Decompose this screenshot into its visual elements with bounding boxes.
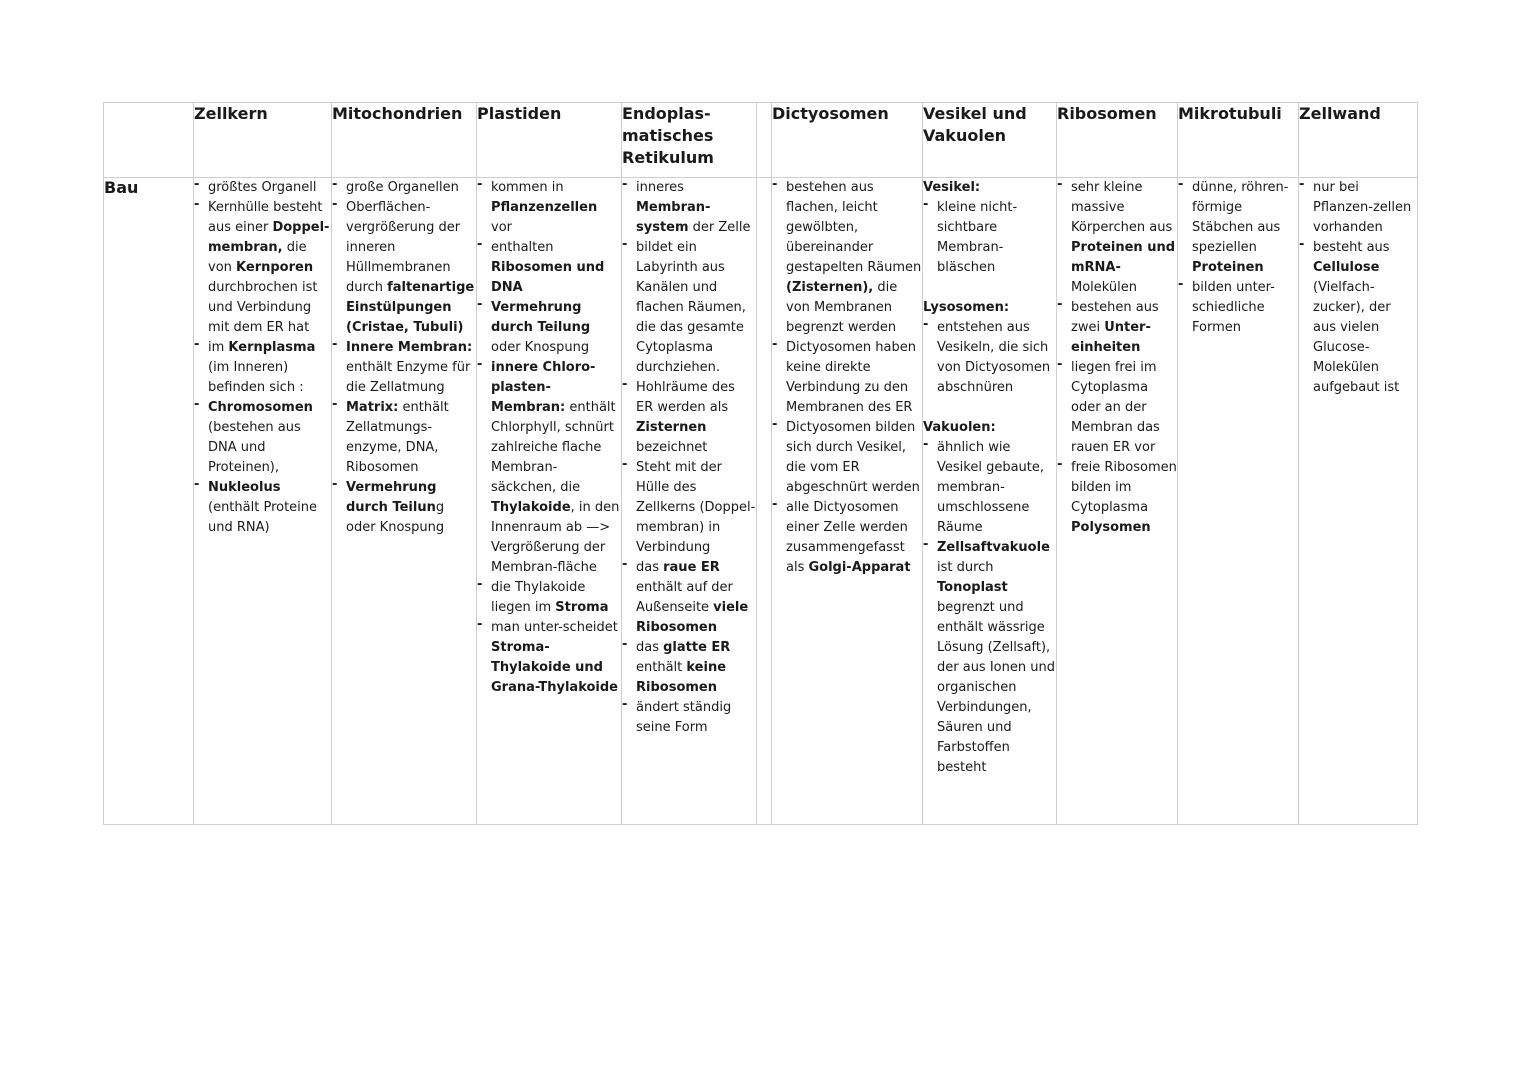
col-header-mitochondrien: Mitochondrien xyxy=(332,103,477,178)
list-item xyxy=(923,538,1056,778)
item-text: (Vielfach-zucker), der aus vielen Glucose-Molekülen aufgebaut ist xyxy=(1313,280,1400,395)
item-text: dünne, röhren-förmige Stäbchen aus speziellen xyxy=(1192,180,1289,255)
item-text: das xyxy=(636,560,664,575)
item-bold-text: Chromosomen xyxy=(208,400,313,415)
list-item xyxy=(477,178,621,238)
item-text: Steht mit der Hülle des Zellkerns (Doppel-membran) in Verbindung xyxy=(636,460,756,555)
list-item xyxy=(622,178,756,238)
item-bold-text: Proteinen xyxy=(1192,260,1264,275)
section-gap xyxy=(923,398,1056,418)
list-item xyxy=(923,438,1056,538)
bullet-list xyxy=(332,178,476,538)
item-text: enthält Chlorphyll, schnürt zahlreiche flache Membran-säckchen, die xyxy=(491,400,616,495)
bullet-list xyxy=(477,178,621,698)
item-bold-text: Golgi-Apparat xyxy=(808,560,911,575)
col-header-vesikel: Vesikel und Vakuolen xyxy=(923,103,1057,178)
bullet-list xyxy=(923,318,1056,398)
list-item xyxy=(772,178,922,338)
item-text: inneres xyxy=(636,180,684,195)
item-text: (bestehen aus DNA und Proteinen), xyxy=(208,420,301,475)
item-text: bezeichnet xyxy=(636,440,708,455)
item-bold-text: faltenartige Einstülpungen (Cristae, Tubuli) xyxy=(346,280,475,335)
item-text: das xyxy=(636,640,664,655)
cell-vesikel xyxy=(923,178,1057,825)
list-item xyxy=(772,338,922,418)
col-header-plastiden: Plastiden xyxy=(477,103,622,178)
item-text: (enthält Proteine und RNA) xyxy=(208,500,318,535)
item-text: kommen in xyxy=(491,180,564,195)
cell-dictyosomen xyxy=(772,178,923,825)
item-text: enthält auf der Außenseite xyxy=(636,580,733,615)
list-item xyxy=(194,338,331,398)
item-bold-text: glatte ER xyxy=(663,640,731,655)
list-item xyxy=(622,558,756,638)
item-text: begrenzt und enthält wässrige Lösung (Zellsaft), der aus Ionen und organischen Verbindungen, Säuren und Farbstoffen besteht xyxy=(937,600,1055,775)
cell-er xyxy=(622,178,757,825)
item-text: bildet ein Labyrinth aus Kanälen und flachen Räumen, die das gesamte Cytoplasma durchziehen. xyxy=(636,240,746,375)
item-text: die von Membranen begrenzt werden xyxy=(786,280,898,335)
list-item xyxy=(923,318,1056,398)
list-item xyxy=(477,298,621,358)
section-gap xyxy=(923,278,1056,298)
item-text: liegen frei im Cytoplasma oder an der Membran das rauen ER vor xyxy=(1071,360,1160,455)
item-text: ändert ständig seine Form xyxy=(636,700,732,735)
item-bold-text: keine Ribosomen xyxy=(636,660,727,695)
corner-cell xyxy=(104,103,194,178)
list-item xyxy=(194,478,331,538)
list-item xyxy=(622,458,756,558)
bullet-list xyxy=(772,178,922,578)
item-text: Dictyosomen bilden sich durch Vesikel, die vom ER abgeschnürt werden xyxy=(786,420,920,495)
bullet-list xyxy=(1178,178,1298,338)
item-bold-text: Tonoplast xyxy=(937,580,1008,595)
item-text: vor xyxy=(491,220,512,235)
item-bold-text: Nukleolus xyxy=(208,480,281,495)
item-bold-text: Cellulose xyxy=(1313,260,1380,275)
list-item xyxy=(1057,358,1177,458)
col-header-spacer xyxy=(757,103,772,178)
bullet-list xyxy=(923,198,1056,278)
cell-mikrotubuli xyxy=(1178,178,1299,825)
item-bold-text: Innere Membran: xyxy=(346,340,473,355)
item-text: bilden unter-schiedliche Formen xyxy=(1192,280,1275,335)
item-text: Oberflächen-vergrößerung der inneren Hüllmembranen durch xyxy=(346,200,461,295)
item-text: kleine nicht-sichtbare Membran-bläschen xyxy=(937,200,1018,275)
bullet-list xyxy=(622,178,756,738)
item-text: (im Inneren) befinden sich : xyxy=(208,360,304,395)
item-bold-text: Vermehrung durch Teilung xyxy=(491,300,591,335)
list-item xyxy=(332,398,476,478)
cell-ribosomen xyxy=(1057,178,1178,825)
bullet-list xyxy=(194,178,331,538)
item-bold-text: viele Ribosomen xyxy=(636,600,749,635)
item-bold-text: Membran-system xyxy=(636,200,711,235)
cell-spacer xyxy=(757,178,772,825)
list-item xyxy=(477,238,621,298)
cell-zellkern xyxy=(194,178,332,825)
item-bold-text: Stroma-Thylakoide und Grana-Thylakoide xyxy=(491,640,618,695)
list-item xyxy=(622,698,756,738)
bullet-list xyxy=(1299,178,1417,398)
list-item xyxy=(332,478,476,538)
item-text: die Thylakoide liegen im xyxy=(491,580,586,615)
item-text: der Zelle xyxy=(688,220,751,235)
item-text: sehr kleine massive Körperchen aus xyxy=(1071,180,1173,235)
item-bold-text: Zellsaftvakuole xyxy=(937,540,1050,555)
item-text: Hohlräume des ER werden als xyxy=(636,380,735,415)
item-text: besteht aus xyxy=(1313,240,1390,255)
list-item xyxy=(622,378,756,458)
list-item xyxy=(194,178,331,198)
item-text: größtes Organell xyxy=(208,180,317,195)
bullet-list xyxy=(1057,178,1177,538)
list-item xyxy=(477,618,621,698)
item-text: ähnlich wie Vesikel gebaute, membran-umschlossene Räume xyxy=(937,440,1045,535)
item-bold-text: (Zisternen), xyxy=(786,280,874,295)
item-text: enthalten xyxy=(491,240,554,255)
section-label: Vakuolen: xyxy=(923,420,996,435)
item-text: entstehen aus Vesikeln, die sich von Dictyosomen abschnüren xyxy=(937,320,1051,395)
col-header-er: Endoplas-matisches Retikulum xyxy=(622,103,757,178)
item-text: ist durch xyxy=(937,560,994,575)
section-label: Lysosomen: xyxy=(923,300,1010,315)
list-item xyxy=(622,638,756,698)
item-bold-text: raue ER xyxy=(663,560,720,575)
item-text: alle Dictyosomen einer Zelle werden zusammengefasst als xyxy=(786,500,908,575)
item-bold-text: Stroma xyxy=(555,600,609,615)
item-text: enthält Zellatmungs-enzyme, DNA, Ribosomen xyxy=(346,400,449,475)
list-item xyxy=(1299,238,1417,398)
item-text: freie Ribosomen bilden im Cytoplasma xyxy=(1071,460,1177,515)
item-bold-text: Pflanzenzellen xyxy=(491,200,598,215)
item-bold-text: innere Chloro-plasten-Membran: xyxy=(491,360,596,415)
item-text: durchbrochen ist und Verbindung mit dem ER hat xyxy=(208,280,318,335)
cell-plastiden xyxy=(477,178,622,825)
list-item xyxy=(1057,298,1177,358)
col-header-ribosomen: Ribosomen xyxy=(1057,103,1178,178)
item-bold-text: Kernplasma xyxy=(228,340,316,355)
list-item xyxy=(1299,178,1417,238)
item-text: man unter-scheidet xyxy=(491,620,618,635)
item-text: Kernhülle besteht aus einer xyxy=(208,200,323,235)
item-text: g oder Knospung xyxy=(346,500,445,535)
list-item xyxy=(1178,178,1298,278)
list-item xyxy=(477,358,621,578)
list-item xyxy=(477,578,621,618)
item-text: Molekülen xyxy=(1071,280,1137,295)
item-text: die von xyxy=(208,240,307,275)
col-header-dictyosomen: Dictyosomen xyxy=(772,103,923,178)
item-bold-text: Vermehrung durch Teilun xyxy=(346,480,437,515)
col-header-mikrotubuli: Mikrotubuli xyxy=(1178,103,1299,178)
bau-row xyxy=(104,178,1418,825)
section-label: Vesikel: xyxy=(923,180,981,195)
list-item xyxy=(332,178,476,198)
cell-zellwand xyxy=(1299,178,1418,825)
item-bold-text: Ribosomen und DNA xyxy=(491,260,605,295)
item-text: große Organellen xyxy=(346,180,459,195)
item-text: , in den Innenraum ab —> Vergrößerung der Membran-fläche xyxy=(491,500,620,575)
organelle-table xyxy=(103,102,1418,825)
list-item xyxy=(194,398,331,478)
item-text: Dictyosomen haben keine direkte Verbindung zu den Membranen des ER xyxy=(786,340,916,415)
item-bold-text: Matrix: xyxy=(346,400,399,415)
item-text: enthält xyxy=(636,660,687,675)
item-bold-text: Doppel-membran, xyxy=(208,220,330,255)
list-item xyxy=(1057,458,1177,538)
item-text: oder Knospung xyxy=(491,340,590,355)
item-bold-text: Thylakoide xyxy=(491,500,571,515)
cell-mitochondrien xyxy=(332,178,477,825)
list-item xyxy=(332,198,476,338)
list-item xyxy=(923,198,1056,278)
col-header-zellwand: Zellwand xyxy=(1299,103,1418,178)
col-header-zellkern: Zellkern xyxy=(194,103,332,178)
item-bold-text: Proteinen und mRNA- xyxy=(1071,240,1176,275)
item-text: im xyxy=(208,340,229,355)
item-text: bestehen aus zwei xyxy=(1071,300,1159,335)
list-item xyxy=(622,238,756,378)
item-bold-text: Kernporen xyxy=(236,260,314,275)
list-item xyxy=(194,198,331,338)
list-item xyxy=(332,338,476,398)
list-item xyxy=(1178,278,1298,338)
header-row xyxy=(104,103,1418,178)
item-text: bestehen aus flachen, leicht gewölbten, übereinander gestapelten Räumen xyxy=(786,180,922,275)
list-item xyxy=(772,418,922,498)
item-text: nur bei Pflanzen-zellen vorhanden xyxy=(1313,180,1412,235)
item-text: enthält Enzyme für die Zellatmung xyxy=(346,360,471,395)
item-bold-text: Zisternen xyxy=(636,420,707,435)
list-item xyxy=(772,498,922,578)
bullet-list xyxy=(923,438,1056,778)
item-bold-text: Polysomen xyxy=(1071,520,1151,535)
item-bold-text: Unter-einheiten xyxy=(1071,320,1151,355)
row-label-bau: Bau xyxy=(104,178,194,825)
list-item xyxy=(1057,178,1177,298)
